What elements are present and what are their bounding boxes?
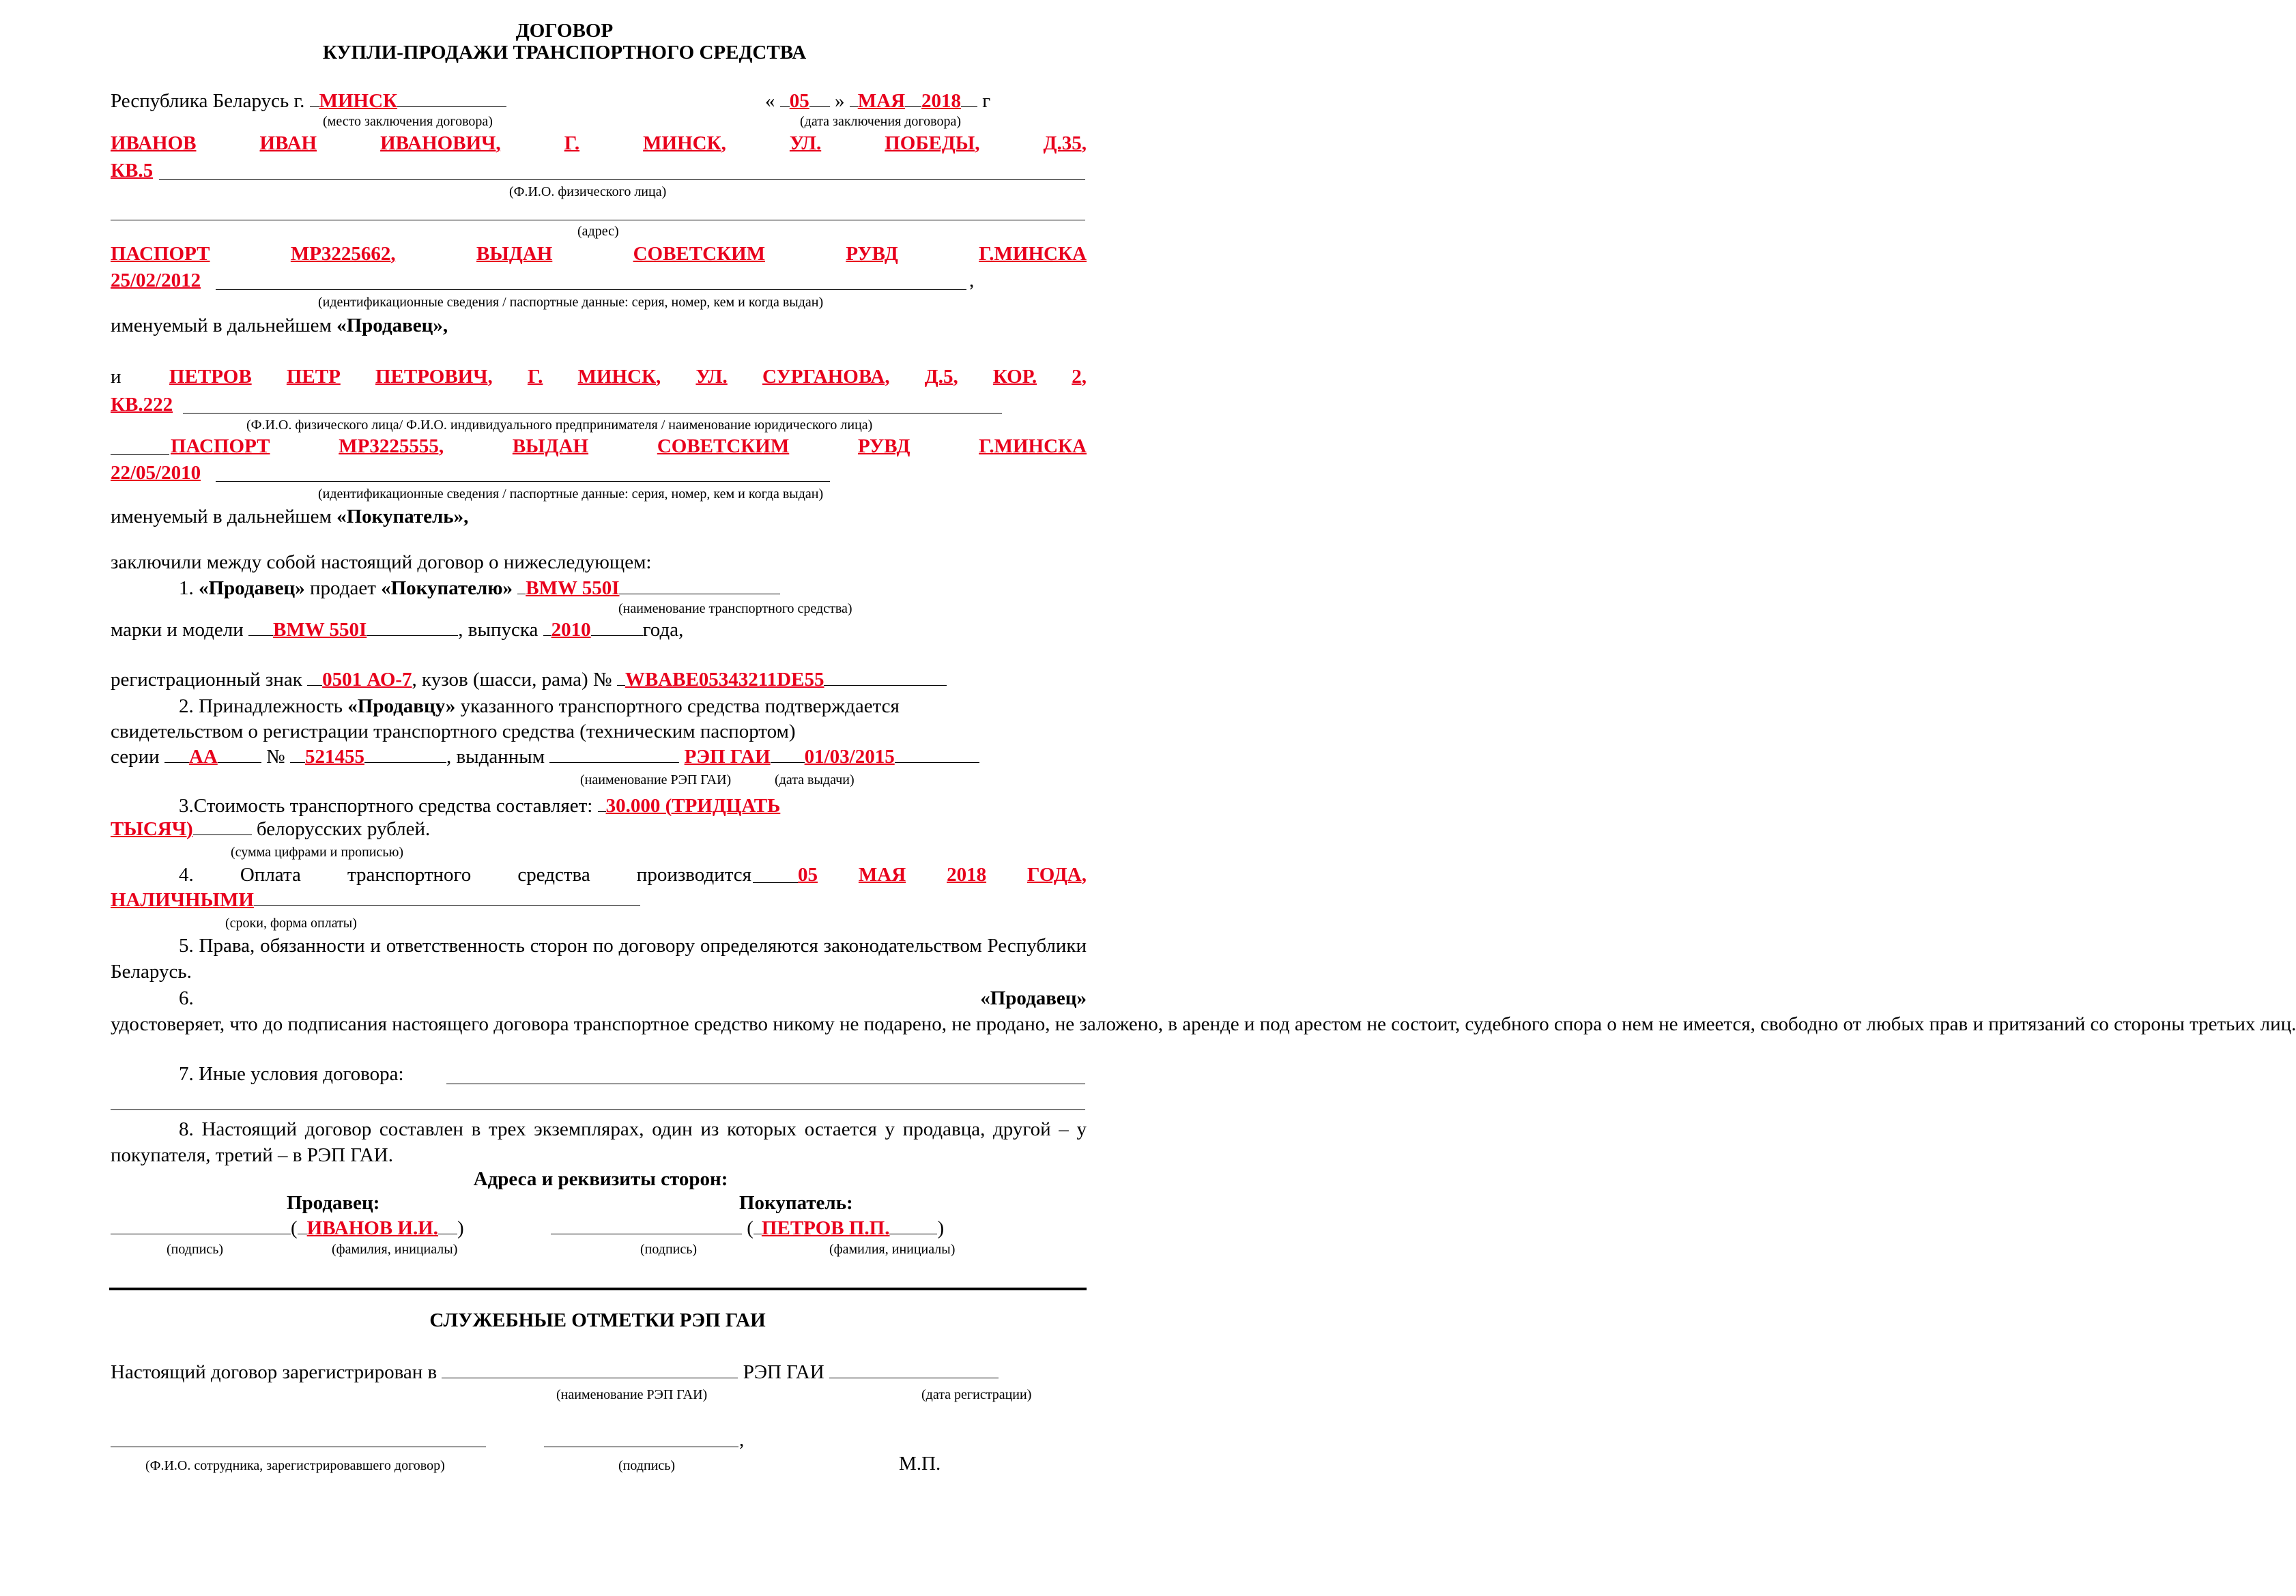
caption-rep-name2: (наименование РЭП ГАИ) <box>556 1387 708 1402</box>
seller-label: Продавец: <box>287 1192 380 1214</box>
caption-reg-date: (дата регистрации) <box>921 1387 1032 1402</box>
requisites-heading: Адреса и реквизиты сторон: <box>473 1168 728 1190</box>
caption-ident2: (идентификационные сведения / паспортные данные: серия, номер, кем и когда выдан) <box>318 487 824 502</box>
clause-4: 4. Оплата транспортного средства производится <box>179 864 751 886</box>
clause-3: 3.Стоимость транспортного средства составляет: 30.000 (ТРИДЦАТЬ <box>179 795 781 817</box>
seller-fio-line2: КВ.5 <box>111 160 154 182</box>
clause-2-line2: свидетельством о регистрации транспортного средства (техническим паспортом) <box>111 721 796 742</box>
caption-sign3: (подпись) <box>618 1458 676 1473</box>
caption-place: (место заключения договора) <box>323 114 493 129</box>
year-of-manufacture-value: 2010 <box>551 619 591 641</box>
buyer-passport-line: ПАСПОРТ МР3225555, ВЫДАН СОВЕТСКИМ РУВД Г.МИНСКА <box>171 435 1087 457</box>
intro: заключили между собой настоящий договор о нижеследующем: <box>111 551 652 573</box>
month-value: МАЯ <box>857 90 906 112</box>
number-value: 521455 <box>304 746 364 768</box>
place-prefix: Республика Беларусь г. <box>111 90 305 112</box>
caption-sum: (сумма цифрами и прописью) <box>231 845 404 860</box>
caption-fio-buyer: (Ф.И.О. физического лица/ Ф.И.О. индивидуального предпринимателя / наименование юридического лица) <box>246 418 873 433</box>
caption-rep-name: (наименование РЭП ГАИ) <box>580 772 732 787</box>
buyer-fio-line2: КВ.222 <box>111 394 173 416</box>
buyer-label: Покупатель: <box>739 1192 853 1214</box>
caption-date: (дата заключения договора) <box>800 114 961 129</box>
clause-6: 6. «Продавец» удостоверяет, что до подписания настоящего договора транспортное средство никому не подарено, не продано, не заложено, в аренде и под арестом не состоит, судебного спора о нем не имеется, свободно от любых прав и притязаний со стороны третьих лиц. <box>111 987 2296 1035</box>
buyer-role: «Покупатель», <box>336 506 469 527</box>
stamp-place: М.П. <box>899 1453 941 1475</box>
registration-line: Настоящий договор зарегистрирован в РЭП ГАИ <box>111 1361 999 1384</box>
clause-3-line2: ТЫСЯЧ) белорусских рублей. <box>111 818 431 840</box>
seller-initials: ИВАНОВ И.И. <box>306 1217 439 1239</box>
date-line: « 05 » МАЯ 2018 г <box>765 90 991 112</box>
contract-page: ДОГОВОР КУПЛИ-ПРОДАЖИ ТРАНСПОРТНОГО СРЕДСТВА Республика Беларусь г. МИНСК « 05 » МАЯ 2018 г (место заключения договора) (дата заключения договора) ИВАНОВ ИВАН ИВАНОВИЧ, Г. МИНСК, УЛ. ПОБЕДЫ, Д.35, КВ.5 (Ф.И.О. физического лица) (адрес) ПАСПОРТ МР3225662, ВЫДАН СОВЕТСКИМ РУВД Г.МИНСКА 25/02/2012 , (идентификационные сведения / паспортные данные: серия, номер, кем и когда выдан) именуемый в дальнейшем «Продавец», и ПЕТРОВ ПЕТР ПЕТРОВИЧ, Г. МИНСК, УЛ. СУРГАНОВА, Д.5, КОР. 2, КВ.222 (Ф.И.О. физического лица/ Ф.И.О. индивидуального предпринимателя / наименование юридического лица) ПАСПОРТ МР3225555, ВЫДАН СОВЕТСКИМ РУВД Г.МИНСКА 22/05/2010 (идентификационные сведения / паспортные данные: серия, номер, кем и когда выдан) именуемый в дальнейшем «Покупатель», заключили между собой настоящий договор о нижеследующем: 1. «Продавец» продает «Покупателю» BMW 550I (наименование транспортного средства) марки и модели BMW 550I , выпуска 2010 года, регистрационный знак 0501 АО-7, кузов (шасси, рама) № WBABE05343211DE55 2. Принадлежность «Продавцу» указанного транспортного средства подтверждается свидетельством о регистрации транспортного средства (техническим паспортом) серии АА № 521455 , выданным РЭП ГАИ 01/03/2015 (наименование РЭП ГАИ) (дата выдачи) 3.Стоимость транспортного средства составляет: 30.000 (ТРИДЦАТЬ ТЫСЯЧ) белорусских рублей. (сумма цифрами и прописью) 4. Оплата транспортного средства производится 05 МАЯ 2018 ГОДА, НАЛИЧНЫМИ (сроки, форма оплаты) 5. Права, обязанности и ответственность сторон по договору определяются законодательством Республики Беларусь. 6. «Продавец» удостоверяет, что до подписания настоящего договора транспортное средство никому не подарено, не продано, не заложено, в аренде и под арестом не состоит, судебного спора о нем не имеется, свободно от любых прав и притязаний со стороны третьих лиц. 7. Иные условия договора: 8. Настоящий договор составлен в трех экземплярах, один из которых остается у продавца, другой – у покупателя, третий – в РЭП ГАИ. Адреса и реквизиты сторон: Продавец: Покупатель: ( ИВАНОВ И.И. ) ( ПЕТРОВ П.П. ) (подпись) (фамилия, инициалы) (подпись) (фамилия, инициалы) СЛУЖЕБНЫЕ ОТМЕТКИ РЭП ГАИ Настоящий договор зарегистрирован в РЭП ГАИ (наименование РЭП ГАИ) (дата регистрации) , (Ф.И.О. сотрудника, зарегистрировавшего договор) (подпись) М.П. <box>0 0 1129 1596</box>
separator <box>109 1288 1087 1290</box>
clause-1-make: марки и модели BMW 550I , выпуска 2010 года, <box>111 619 684 641</box>
document-subtitle: КУПЛИ-ПРОДАЖИ ТРАНСПОРТНОГО СРЕДСТВА <box>322 42 807 63</box>
place-line <box>111 89 506 113</box>
clause-1-reg: регистрационный знак 0501 АО-7, кузов (шасси, рама) № WBABE05343211DE55 <box>111 668 947 691</box>
clause-8: 8. Настоящий договор составлен в трех экземплярах, один из которых остается у продавца, другой – у покупателя, третий – в РЭП ГАИ. <box>111 1118 1087 1166</box>
caption-address: (адрес) <box>577 224 619 239</box>
caption-terms: (сроки, форма оплаты) <box>225 916 357 931</box>
make-value: BMW 550I <box>273 619 367 641</box>
buyer-fio-line: ПЕТРОВ ПЕТР ПЕТРОВИЧ, Г. МИНСК, УЛ. СУРГАНОВА, Д.5, КОР. 2, <box>169 366 1087 388</box>
reg-plate-value: 0501 АО-7 <box>322 669 412 691</box>
clause-1: 1. «Продавец» продает «Покупателю» BMW 550I <box>179 577 780 600</box>
caption-fio: (Ф.И.О. физического лица) <box>509 184 667 199</box>
vin-value: WBABE05343211DE55 <box>625 669 824 691</box>
seller-passport-line: ПАСПОРТ МР3225662, ВЫДАН СОВЕТСКИМ РУВД Г.МИНСКА <box>111 243 1087 265</box>
caption-employee: (Ф.И.О. сотрудника, зарегистрировавшего договор) <box>145 1458 445 1473</box>
city-value: МИНСК <box>319 90 398 112</box>
buyer-passport-line2: 22/05/2010 <box>111 462 201 484</box>
buyer-signature-line: ( ПЕТРОВ П.П. ) <box>551 1217 944 1240</box>
seller-signature-line: ( ИВАНОВ И.И. ) <box>111 1217 464 1240</box>
clause-5: 5. Права, обязанности и ответственность сторон по договору определяются законодательством Республики Беларусь. <box>111 935 1087 983</box>
seller-passport-line2: 25/02/2012 <box>111 270 201 291</box>
seller-fio-line: ИВАНОВ ИВАН ИВАНОВИЧ, Г. МИНСК, УЛ. ПОБЕДЫ, Д.35, <box>111 132 1087 154</box>
caption-initials1: (фамилия, инициалы) <box>332 1242 458 1257</box>
rep-value: РЭП ГАИ <box>684 746 771 768</box>
vehicle-value: BMW 550I <box>526 577 620 599</box>
caption-issue-date: (дата выдачи) <box>775 772 855 787</box>
clause-2-line3: серии АА № 521455 , выданным РЭП ГАИ 01/03/2015 <box>111 745 979 768</box>
issue-date-value: 01/03/2015 <box>804 746 895 768</box>
clause-4-line2: НАЛИЧНЫМИ <box>111 888 640 912</box>
caption-initials2: (фамилия, инициалы) <box>829 1242 956 1257</box>
caption-sign2: (подпись) <box>640 1242 698 1257</box>
caption-vehicle-name: (наименование транспортного средства) <box>618 601 852 616</box>
caption-sign1: (подпись) <box>167 1242 224 1257</box>
official-heading: СЛУЖЕБНЫЕ ОТМЕТКИ РЭП ГАИ <box>429 1309 766 1331</box>
seller-named-line: именуемый в дальнейшем «Продавец», <box>111 315 448 336</box>
series-value: АА <box>188 746 218 768</box>
clause-7: 7. Иные условия договора: <box>179 1063 404 1085</box>
caption-ident: (идентификационные сведения / паспортные данные: серия, номер, кем и когда выдан) <box>318 295 824 310</box>
seller-role: «Продавец», <box>336 315 448 336</box>
price-value: 30.000 (ТРИДЦАТЬ <box>605 795 781 817</box>
buyer-initials: ПЕТРОВ П.П. <box>761 1217 890 1239</box>
buyer-named-line: именуемый в дальнейшем «Покупатель», <box>111 506 469 527</box>
day-value: 05 <box>789 90 809 112</box>
document-title: ДОГОВОР <box>515 20 614 42</box>
clause-2-line1: 2. Принадлежность «Продавцу» указанного транспортного средства подтверждается <box>179 695 900 717</box>
year-value: 2018 <box>921 90 962 112</box>
payment-terms-line: 05 МАЯ 2018 ГОДА, <box>798 864 1087 886</box>
